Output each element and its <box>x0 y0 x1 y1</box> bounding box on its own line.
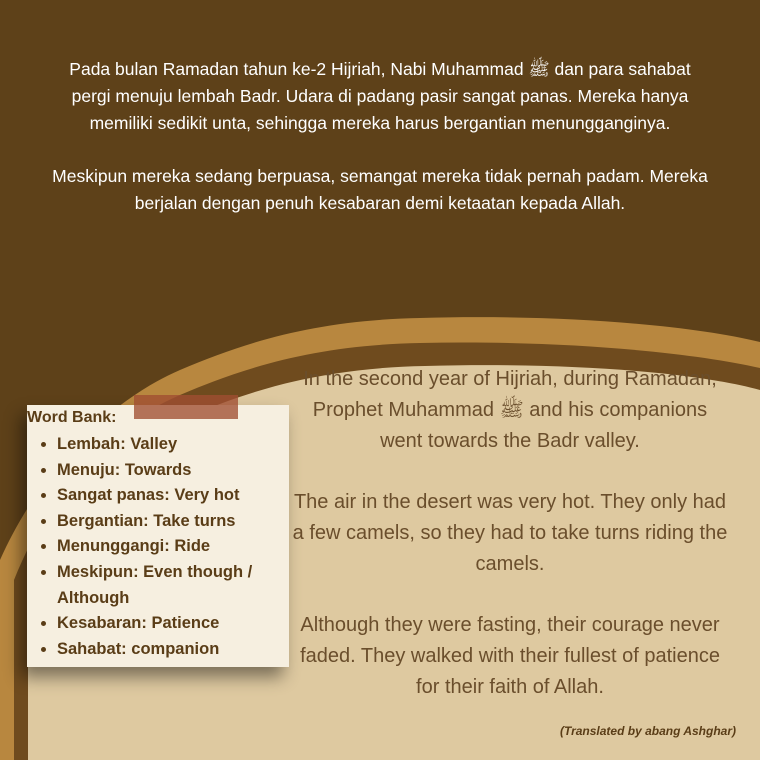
translation-credit: (Translated by abang Ashghar) <box>559 724 736 738</box>
translation-paragraph: The air in the desert was very hot. They only had a few camels, so they had to take turns riding the camels. <box>292 491 728 575</box>
translation-paragraph: In the second year of Hijriah, during Ramadan, Prophet Muhammad ﷺ and his companions went towards the Badr valley. <box>303 368 717 452</box>
indonesian-story <box>50 56 710 243</box>
list-item: • Sahabat: companion <box>57 637 283 663</box>
list-item: • Menunggangi: Ride <box>57 534 283 560</box>
list-item: • Sangat panas: Very hot <box>57 483 283 509</box>
word-bank-title: Word Bank: <box>27 409 117 426</box>
word-bank-list <box>27 432 283 662</box>
english-translation <box>292 364 728 733</box>
word-bank-card <box>27 405 289 667</box>
list-item: • Menuju: Towards <box>57 458 283 484</box>
translation-paragraph: Although they were fasting, their courage never faded. They walked with their fullest of patience for their faith of Allah. <box>300 614 720 698</box>
list-item: • Meskipun: Even though / Although <box>57 560 283 611</box>
list-item: • Kesabaran: Patience <box>57 611 283 637</box>
story-paragraph: Meskipun mereka sedang berpuasa, semangat mereka tidak pernah padam. Mereka berjalan dengan penuh kesabaran demi ketaatan kepada Allah. <box>52 166 708 213</box>
list-item: • Lembah: Valley <box>57 432 283 458</box>
story-paragraph: Pada bulan Ramadan tahun ke-2 Hijriah, Nabi Muhammad ﷺ dan para sahabat pergi menuju lembah Badr. Udara di padang pasir sangat panas. Mereka hanya memiliki sedikit unta, sehingga mereka harus bergantian menungganginya. <box>69 59 691 133</box>
list-item: • Bergantian: Take turns <box>57 509 283 535</box>
